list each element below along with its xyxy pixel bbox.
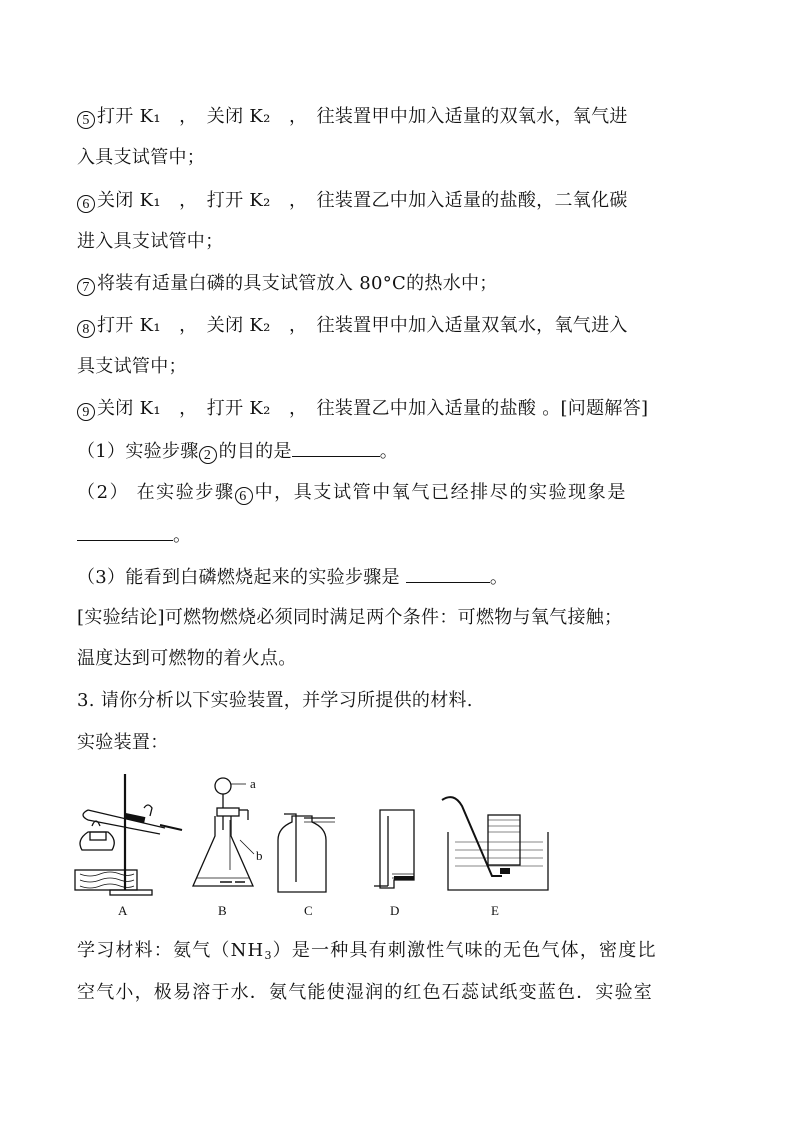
step-5-cont-text: 入具支试管中； [77,147,206,168]
material-text-2: 空气小，极易溶于水．氨气能使湿润的红色石蕊试纸变蓝色．实验室 [77,982,653,1003]
label-a: a [250,776,256,791]
label-apparatus-d: D [390,903,400,918]
question-3-text: （3）能看到白磷燃烧起来的实验步骤是 [77,567,406,588]
step-number-6: 6 [77,195,95,213]
conclusion-text-1: [实验结论]可燃物燃烧必须同时满足两个条件：可燃物与氧气接触； [77,607,623,628]
label-apparatus-a: A [118,903,128,918]
nh3-subscript: 3 [264,949,273,962]
step-6-text: 关闭 K₁ ， 打开 K₂ ， 往装置乙中加入适量的盐酸，二氧化碳 [97,190,628,211]
apparatus-e [442,797,548,890]
step-9-line [77,397,717,421]
question-2-text: 中，具支试管中氧气已经排尽的实验现象是 [254,482,627,503]
apparatus-heading-text: 实验装置： [77,732,169,753]
step-number-5: 5 [77,111,95,129]
conclusion-line-1 [77,606,717,630]
question-3 [77,564,717,590]
question-1-text: 的目的是 [218,441,292,462]
apparatus-figure [70,770,550,920]
alcohol-lamp [80,832,114,850]
step-5-continuation [77,146,717,170]
apparatus-d [374,810,414,888]
step-number-7: 7 [77,278,95,296]
step-5-text: 打开 K₁ ， 关闭 K₂ ， 往装置甲中加入适量的双氧水，氧气进 [97,106,628,127]
apparatus-c [278,814,335,892]
question-1 [77,438,717,464]
conclusion-line-2 [77,647,717,671]
step-8-cont-text: 具支试管中； [77,356,187,377]
question-2-end: 。 [173,525,192,546]
step-5-line [77,105,717,129]
question-3-answer-blank[interactable] [406,564,490,583]
step-number-9: 9 [77,403,95,421]
question-1-step-number: 2 [199,446,217,464]
question-2-prefix: （2） 在实验步骤 [77,482,235,503]
question-2-step-number: 6 [235,487,253,505]
collecting-bottle [488,815,520,865]
label-apparatus-b: B [218,903,227,918]
material-line-2 [77,981,717,1005]
step-8-line [77,314,717,338]
conclusion-text-2: 温度达到可燃物的着火点。 [77,648,297,669]
stand-base [110,890,152,895]
step-6-line [77,189,717,213]
label-b: b [256,848,263,863]
step-7-line [77,272,717,296]
step-7-text: 将装有适量白磷的具支试管放入 80°C的热水中； [97,273,498,294]
water-trough [448,832,548,890]
question-2-answer-blank[interactable] [77,522,173,541]
step-number-8: 8 [77,320,95,338]
label-apparatus-e: E [491,903,499,918]
step-8-continuation [77,355,717,379]
question-2-continuation [77,522,717,548]
apparatus-b [193,776,263,886]
apparatus-heading [77,731,717,755]
label-apparatus-c: C [304,903,313,918]
problem-3-title-text: 3. 请你分析以下实验装置，并学习所提供的材料. [77,690,473,711]
apparatus-a [75,774,182,895]
step-6-cont-text: 进入具支试管中； [77,231,224,252]
question-2 [77,481,717,505]
step-9-text: 关闭 K₁ ， 打开 K₂ ， 往装置乙中加入适量的盐酸 。[问题解答] [97,398,649,419]
step-6-continuation [77,230,717,254]
question-1-prefix: （1）实验步骤 [77,441,199,462]
step-8-text: 打开 K₁ ， 关闭 K₂ ， 往装置甲中加入适量双氧水，氧气进入 [97,315,628,336]
question-3-end: 。 [489,567,509,588]
delivery-tube [442,797,502,876]
problem-3-title [77,689,717,713]
material-line-1 [77,939,717,968]
material-text-1b: ）是一种具有刺激性气味的无色气体，密度比 [272,940,657,961]
question-1-end: 。 [379,441,399,462]
gas-bottle [278,816,326,892]
material-text-1a: 学习材料：氨气（NH [77,940,265,961]
question-1-answer-blank[interactable] [292,438,380,457]
